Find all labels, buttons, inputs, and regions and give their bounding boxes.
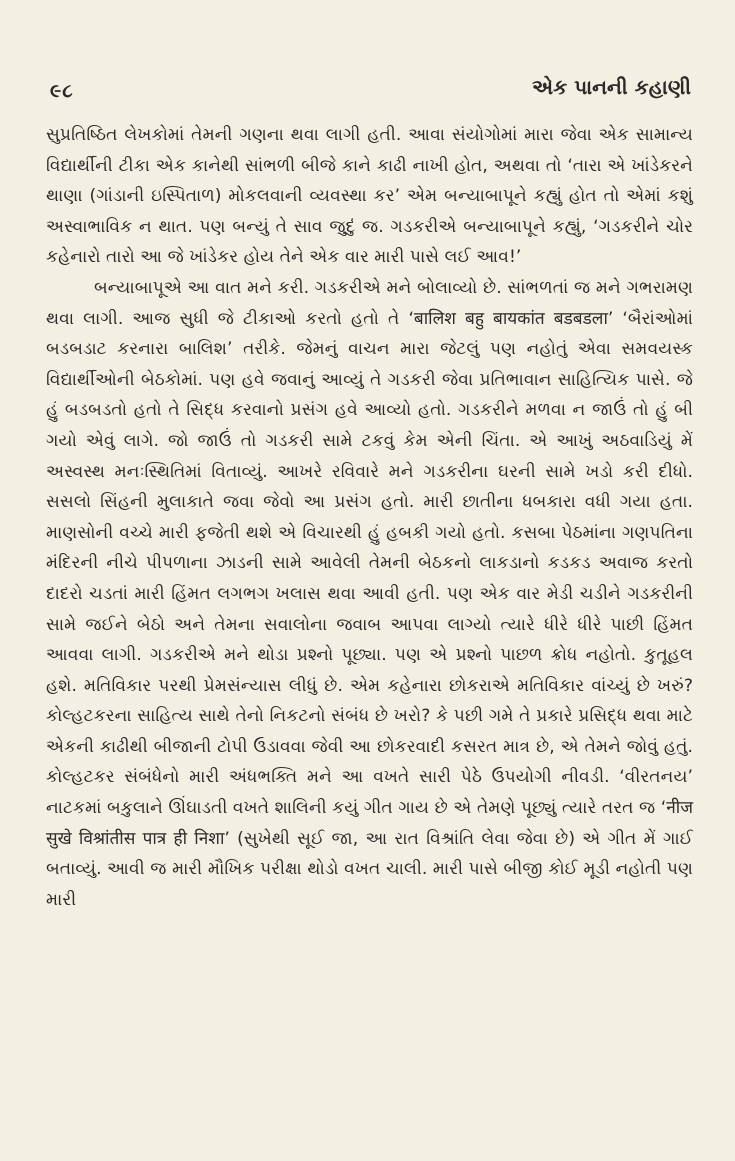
paragraph-2: બન્યાબાપૂએ આ વાત મને કરી. ગડકરીએ મને બોલાવ્યો છે. સાંભળતાં જ મને ગભરામણ થવા લાગી. આજ સુધી જે ટીકાઓ કરતો હતો તે ‘बालिश बहु बायकांत बडबडला’ ‘બૈરાંઓમાં બડબડાટ કરનારા બાલિશ’ તરીકે. જેમનું વાચન મારા જેટલું પણ નહોતું એવા સમવયસ્ક વિદ્યાર્થીઓની બેઠકોમાં. પણ હવે જવાનું આવ્યું તે ગડકરી જેવા પ્રતિભાવાન સાહિત્યિક પાસે. જે હું બડબડતો હતો તે સિદ્ધ કરવાનો પ્રસંગ હવે આવ્યો હતો. ગડકરીને મળવા ન જાઉં તો હું બી ગયો એવું લાગે. જો જાઉં તો ગડકરી સામે ટકવું કેમ એની ચિંતા. એ આખું અઠવાડિયું મેં અસ્વસ્થ મનઃસ્થિતિમાં વિતાવ્યું. આખરે રવિવારે મને ગડકરીના ઘરની સામે ખડો કરી દીધો. સસલો સિંહની મુલાકાતે જવા જેવો આ પ્રસંગ હતો. મારી છાતીના ધબકારા વધી ગયા હતા. માણસોની વચ્ચે મારી ફજેતી થશે એ વિચારથી હું હબકી ગયો હતો. કસબા પેઠમાંના ગણપતિના મંદિરની નીચે પીપળાના ઝાડની સામે આવેલી તેમની બેઠકનો લાકડાનો કડકડ અવાજ કરતો દાદરો ચડતાં મારી હિંમત લગભગ ખલાસ થવા આવી હતી. પણ એક વાર મેડી ચડીને ગડકરીની સામે જઈને બેઠો અને તેમના સવાલોના જવાબ આપવા લાગ્યો ત્યારે ધીરે ધીરે પાછી હિંમત આવવા લાગી. ગડકરીએ મને થોડા પ્રશ્નો પૂછ્યા. પણ એ પ્રશ્નો પાછળ ક્રોધ નહોતો. કુતૂહલ હશે. મતિવિકાર પરથી પ્રેમસંન્યાસ લીધું છે. એમ કહેનારા છોકરાએ મતિવિકાર વાંચ્યું છે ખરું? કોલ્હટકરના સાહિત્ય સાથે તેનો નિકટનો સંબંધ છે ખરો? કે પછી ગમે તે પ્રકારે પ્રસિદ્ધ થવા માટે એકની કાઢીથી બીજાની ટોપી ઉડાવવા જેવી આ છોકરવાદી કસરત માત્ર છે, એ તેમને જોવું હતું. કોલ્હટકર સંબંધેનો મારી અંધભક્તિ મને આ વખતે સારી પેઠે ઉપયોગી નીવડી. ‘વીરતનય’ નાટકમાં બકુલાને ઊંઘાડતી વખતે શાલિની કયું ગીત ગાય છે એ તેમણે પૂછ્યું ત્યારે તરત જ ‘नीज सुखे विश्रांतीस पात्र ही निशा’ (સુખેથી સૂઈ જા, આ રાત વિશ્રાંતિ લેવા જેવા છે) એ ગીત મેં ગાઈ બતાવ્યું. આવી જ મારી મૌખિક પરીક્ષા થોડો વખત ચાલી. મારી પાસે બીજી કોઈ મૂડી નહોતી પણ મારી (46, 277, 693, 910)
running-title: એક પાનની કહાણી (532, 75, 691, 99)
paragraph-1: સુપ્રતિષ્ઠિત લેખકોમાં તેમની ગણના થવા લાગી હતી. આવા સંયોગોમાં મારા જેવા એક સામાન્ય વિદ્યાર્થીની ટીકા એક કાનેથી સાંભળી બીજે કાને કાઢી નાખી હોત, અથવા તો ‘તારા એ ખાંડેકરને થાણા (ગાંડાની ઇસ્પિતાળ) મોકલવાની વ્યવસ્થા કર’ એમ બન્યાબાપૂને કહ્યું હોત તો એમાં કશું અસ્વાભાવિક ન થાત. પણ બન્યું તે સાવ જુદું જ. ગડકરીએ બન્યાબાપૂને કહ્યું, ‘ગડકરીને ચોર કહેનારો તારો આ જે ખાંડેકર હોય તેને એક વાર મારી પાસે લઈ આવ!’ (46, 125, 693, 268)
body-text (46, 120, 693, 915)
page-number: ૯૮ (50, 80, 74, 102)
